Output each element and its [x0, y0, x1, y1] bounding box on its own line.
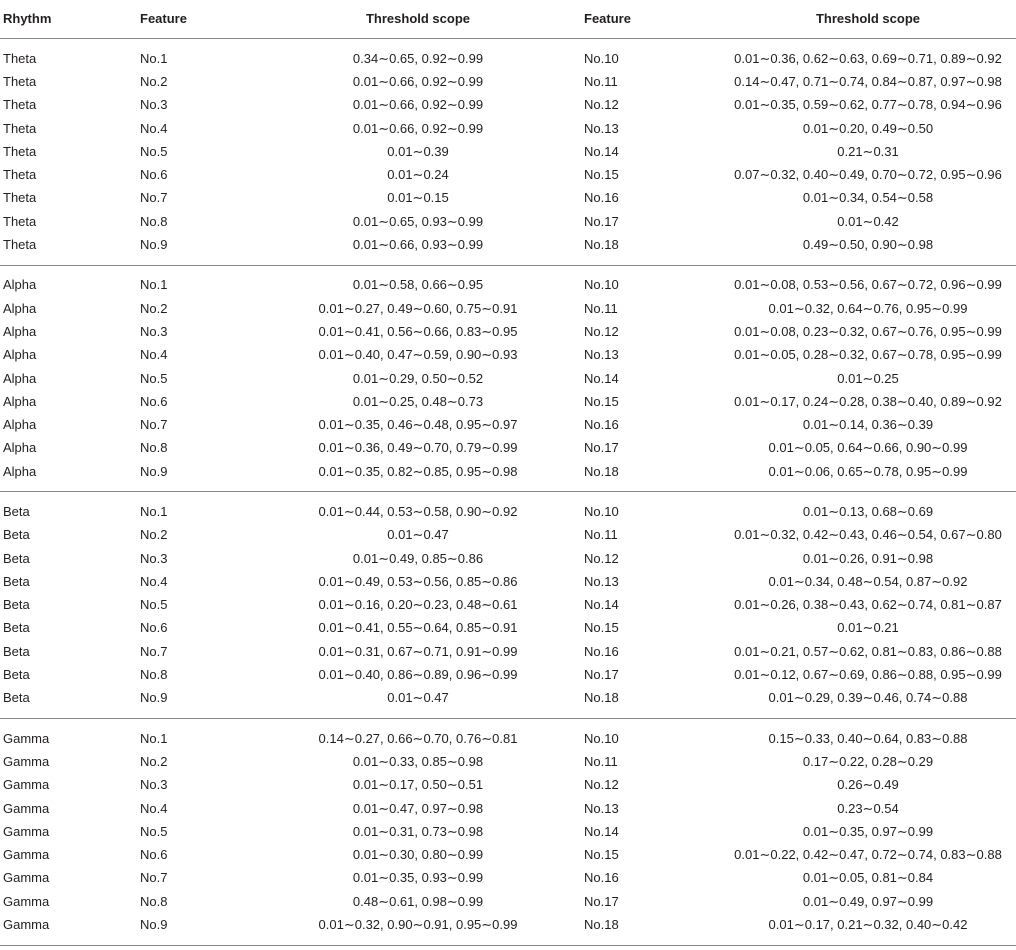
table-row [0, 39, 1016, 71]
feature-cell: No.9 [140, 917, 168, 933]
threshold-scope-cell: 0.01∼0.66, 0.92∼0.99 [352, 73, 484, 89]
threshold-scope-cell-2: 0.01∼0.21 [837, 620, 899, 636]
feature-cell: No.7 [140, 643, 168, 659]
feature-cell: No.2 [140, 73, 168, 89]
threshold-scope-cell-2: 0.01∼0.05, 0.28∼0.32, 0.67∼0.78, 0.95∼0.99 [734, 347, 1002, 363]
feature-cell-2: No.13 [584, 800, 619, 816]
feature-cell-2: No.14 [584, 143, 619, 159]
rhythm-cell: Alpha [3, 393, 37, 409]
threshold-scope-cell: 0.01∼0.58, 0.66∼0.95 [352, 277, 484, 293]
feature-cell-2: No.10 [584, 277, 619, 293]
threshold-scope-cell: 0.01∼0.30, 0.80∼0.99 [352, 847, 484, 863]
threshold-scope-cell: 0.01∼0.32, 0.90∼0.91, 0.95∼0.99 [318, 917, 518, 933]
rhythm-cell: Beta [3, 690, 30, 706]
table-row [0, 797, 1016, 820]
table-row [0, 70, 1016, 93]
threshold-scope-cell-2: 0.01∼0.17, 0.24∼0.28, 0.38∼0.40, 0.89∼0.92 [734, 393, 1002, 409]
feature-cell: No.6 [140, 620, 168, 636]
threshold-scope-cell: 0.01∼0.31, 0.67∼0.71, 0.91∼0.99 [318, 643, 518, 659]
rhythm-cell: Alpha [3, 463, 37, 479]
feature-cell-2: No.11 [584, 753, 618, 769]
feature-cell: No.8 [140, 440, 168, 456]
table-row [0, 547, 1016, 570]
threshold-scope-cell-2: 0.01∼0.22, 0.42∼0.47, 0.72∼0.74, 0.83∼0.88 [734, 847, 1002, 863]
threshold-scope-cell: 0.01∼0.47 [387, 690, 449, 706]
feature-cell: No.7 [140, 417, 168, 433]
threshold-scope-cell-2: 0.01∼0.35, 0.59∼0.62, 0.77∼0.78, 0.94∼0.96 [734, 97, 1002, 113]
feature-cell-2: No.10 [584, 503, 619, 519]
threshold-scope-cell: 0.48∼0.61, 0.98∼0.99 [352, 893, 484, 909]
feature-cell-2: No.12 [584, 550, 619, 566]
threshold-scope-cell-2: 0.01∼0.34, 0.48∼0.54, 0.87∼0.92 [768, 573, 968, 589]
feature-cell: No.9 [140, 463, 168, 479]
rhythm-group-beta [0, 492, 1016, 719]
feature-cell-2: No.15 [584, 847, 619, 863]
rhythm-cell: Beta [3, 643, 30, 659]
threshold-scope-cell-2: 0.01∼0.25 [837, 370, 899, 386]
rhythm-cell: Theta [3, 73, 37, 89]
rhythm-cell: Alpha [3, 300, 37, 316]
threshold-scope-cell: 0.01∼0.66, 0.92∼0.99 [352, 120, 484, 136]
feature-cell: No.4 [140, 120, 168, 136]
threshold-scope-cell-2: 0.15∼0.33, 0.40∼0.64, 0.83∼0.88 [768, 730, 968, 746]
header-feature: Feature [140, 0, 252, 39]
threshold-scope-cell: 0.34∼0.65, 0.92∼0.99 [352, 50, 484, 66]
threshold-scope-cell: 0.01∼0.24 [387, 167, 449, 183]
threshold-scope-cell-2: 0.01∼0.12, 0.67∼0.69, 0.86∼0.88, 0.95∼0.99 [734, 667, 1002, 683]
feature-cell-2: No.11 [584, 73, 618, 89]
feature-cell: No.2 [140, 527, 168, 543]
rhythm-cell: Gamma [3, 730, 50, 746]
feature-cell-2: No.17 [584, 667, 619, 683]
table-row [0, 344, 1016, 367]
feature-cell-2: No.14 [584, 823, 619, 839]
threshold-scope-cell-2: 0.01∼0.49, 0.97∼0.99 [802, 893, 934, 909]
table-row [0, 640, 1016, 663]
threshold-scope-cell: 0.01∼0.49, 0.53∼0.56, 0.85∼0.86 [318, 573, 518, 589]
rhythm-cell: Theta [3, 143, 37, 159]
feature-cell-2: No.12 [584, 323, 619, 339]
table-row [0, 117, 1016, 140]
feature-cell: No.8 [140, 893, 168, 909]
header-row [0, 0, 1016, 39]
feature-cell-2: No.18 [584, 917, 619, 933]
threshold-scope-cell: 0.01∼0.35, 0.46∼0.48, 0.95∼0.97 [318, 417, 518, 433]
feature-cell-2: No.11 [584, 527, 618, 543]
threshold-scope-cell: 0.01∼0.16, 0.20∼0.23, 0.48∼0.61 [318, 597, 518, 613]
feature-cell: No.1 [140, 50, 168, 66]
table-row [0, 390, 1016, 413]
feature-cell: No.1 [140, 730, 168, 746]
threshold-scope-cell: 0.01∼0.40, 0.47∼0.59, 0.90∼0.93 [318, 347, 518, 363]
threshold-scope-cell: 0.01∼0.29, 0.50∼0.52 [352, 370, 484, 386]
rhythm-cell: Gamma [3, 777, 50, 793]
table-row [0, 297, 1016, 320]
rhythm-group-gamma [0, 719, 1016, 946]
table-row [0, 94, 1016, 117]
table-header [0, 0, 1016, 39]
table-row [0, 187, 1016, 210]
table-row [0, 210, 1016, 233]
threshold-scope-cell: 0.01∼0.25, 0.48∼0.73 [352, 393, 484, 409]
table-row [0, 367, 1016, 390]
rhythm-cell: Alpha [3, 323, 37, 339]
threshold-scope-cell-2: 0.01∼0.14, 0.36∼0.39 [802, 417, 934, 433]
rhythm-cell: Gamma [3, 847, 50, 863]
table-row [0, 233, 1016, 265]
feature-cell-2: No.16 [584, 870, 619, 886]
table-row [0, 663, 1016, 686]
threshold-scope-cell-2: 0.01∼0.32, 0.64∼0.76, 0.95∼0.99 [768, 300, 968, 316]
threshold-scope-cell-2: 0.01∼0.36, 0.62∼0.63, 0.69∼0.71, 0.89∼0.92 [734, 50, 1002, 66]
threshold-scope-cell-2: 0.01∼0.34, 0.54∼0.58 [802, 190, 934, 206]
threshold-scope-cell: 0.01∼0.41, 0.55∼0.64, 0.85∼0.91 [318, 620, 518, 636]
feature-cell: No.6 [140, 847, 168, 863]
rhythm-group-theta [0, 39, 1016, 266]
feature-cell-2: No.11 [584, 300, 618, 316]
rhythm-cell: Beta [3, 667, 30, 683]
threshold-scope-cell: 0.01∼0.65, 0.93∼0.99 [352, 213, 484, 229]
rhythm-cell: Gamma [3, 893, 50, 909]
feature-cell-2: No.15 [584, 393, 619, 409]
table-row [0, 890, 1016, 913]
rhythm-cell: Alpha [3, 347, 37, 363]
table-row [0, 913, 1016, 945]
rhythm-cell: Gamma [3, 800, 50, 816]
feature-cell: No.3 [140, 323, 168, 339]
feature-cell-2: No.15 [584, 620, 619, 636]
rhythm-cell: Gamma [3, 870, 50, 886]
table-row [0, 844, 1016, 867]
rhythm-group-alpha [0, 265, 1016, 492]
threshold-scope-cell-2: 0.14∼0.47, 0.71∼0.74, 0.84∼0.87, 0.97∼0.98 [734, 73, 1002, 89]
feature-cell-2: No.14 [584, 370, 619, 386]
threshold-scope-cell-2: 0.01∼0.17, 0.21∼0.32, 0.40∼0.42 [768, 917, 968, 933]
feature-cell-2: No.13 [584, 573, 619, 589]
table-row [0, 265, 1016, 297]
rhythm-cell: Beta [3, 597, 30, 613]
rhythm-cell: Beta [3, 573, 30, 589]
table-row [0, 617, 1016, 640]
table-row [0, 320, 1016, 343]
table-row [0, 413, 1016, 436]
feature-cell: No.7 [140, 190, 168, 206]
threshold-scope-cell: 0.01∼0.31, 0.73∼0.98 [352, 823, 484, 839]
feature-cell: No.9 [140, 690, 168, 706]
threshold-scope-cell-2: 0.01∼0.08, 0.23∼0.32, 0.67∼0.76, 0.95∼0.99 [734, 323, 1002, 339]
feature-cell-2: No.16 [584, 643, 619, 659]
table-row [0, 570, 1016, 593]
header-threshold-scope-2: Threshold scope [720, 0, 1016, 39]
rhythm-cell: Theta [3, 213, 37, 229]
feature-cell-2: No.17 [584, 213, 619, 229]
feature-cell-2: No.17 [584, 893, 619, 909]
table-row [0, 594, 1016, 617]
threshold-scope-cell: 0.01∼0.40, 0.86∼0.89, 0.96∼0.99 [318, 667, 518, 683]
threshold-scope-cell: 0.01∼0.35, 0.82∼0.85, 0.95∼0.98 [318, 463, 518, 479]
rhythm-cell: Gamma [3, 823, 50, 839]
threshold-scope-cell-2: 0.07∼0.32, 0.40∼0.49, 0.70∼0.72, 0.95∼0.96 [734, 167, 1002, 183]
feature-cell: No.4 [140, 800, 168, 816]
threshold-scope-cell-2: 0.01∼0.05, 0.81∼0.84 [802, 870, 934, 886]
threshold-scope-cell: 0.01∼0.35, 0.93∼0.99 [352, 870, 484, 886]
threshold-scope-cell: 0.01∼0.27, 0.49∼0.60, 0.75∼0.91 [318, 300, 518, 316]
table-row [0, 524, 1016, 547]
table-row [0, 867, 1016, 890]
feature-cell-2: No.10 [584, 50, 619, 66]
table-row [0, 687, 1016, 719]
threshold-scope-cell: 0.01∼0.39 [387, 143, 449, 159]
threshold-scope-cell-2: 0.01∼0.13, 0.68∼0.69 [802, 503, 934, 519]
feature-cell: No.6 [140, 167, 168, 183]
header-threshold-scope: Threshold scope [252, 0, 584, 39]
threshold-scope-cell-2: 0.01∼0.32, 0.42∼0.43, 0.46∼0.54, 0.67∼0.80 [734, 527, 1002, 543]
rhythm-cell: Alpha [3, 440, 37, 456]
feature-cell-2: No.16 [584, 417, 619, 433]
threshold-scope-cell-2: 0.01∼0.08, 0.53∼0.56, 0.67∼0.72, 0.96∼0.99 [734, 277, 1002, 293]
feature-cell: No.5 [140, 370, 168, 386]
threshold-scope-cell: 0.01∼0.41, 0.56∼0.66, 0.83∼0.95 [318, 323, 518, 339]
feature-cell-2: No.17 [584, 440, 619, 456]
table-row [0, 820, 1016, 843]
rhythm-cell: Beta [3, 550, 30, 566]
rhythm-cell: Theta [3, 167, 37, 183]
feature-cell: No.1 [140, 503, 168, 519]
rhythm-cell: Theta [3, 237, 37, 253]
threshold-scope-cell-2: 0.26∼0.49 [837, 777, 899, 793]
table-row [0, 774, 1016, 797]
threshold-scope-cell-2: 0.01∼0.42 [837, 213, 899, 229]
feature-cell-2: No.13 [584, 120, 619, 136]
feature-cell: No.3 [140, 97, 168, 113]
feature-cell-2: No.10 [584, 730, 619, 746]
rhythm-cell: Gamma [3, 753, 50, 769]
feature-cell-2: No.16 [584, 190, 619, 206]
rhythm-cell: Beta [3, 503, 30, 519]
feature-cell: No.6 [140, 393, 168, 409]
threshold-scope-cell-2: 0.17∼0.22, 0.28∼0.29 [802, 753, 934, 769]
table-row [0, 460, 1016, 492]
threshold-scope-cell-2: 0.49∼0.50, 0.90∼0.98 [802, 237, 934, 253]
threshold-scope-cell-2: 0.01∼0.06, 0.65∼0.78, 0.95∼0.99 [768, 463, 968, 479]
feature-cell: No.7 [140, 870, 168, 886]
threshold-scope-cell-2: 0.01∼0.35, 0.97∼0.99 [802, 823, 934, 839]
threshold-scope-cell: 0.01∼0.15 [387, 190, 449, 206]
table-row [0, 163, 1016, 186]
feature-cell: No.5 [140, 597, 168, 613]
feature-cell-2: No.15 [584, 167, 619, 183]
rhythm-cell: Alpha [3, 277, 37, 293]
feature-cell: No.3 [140, 550, 168, 566]
feature-cell: No.1 [140, 277, 168, 293]
feature-cell: No.5 [140, 823, 168, 839]
table-row [0, 719, 1016, 751]
feature-cell-2: No.18 [584, 463, 619, 479]
rhythm-cell: Alpha [3, 370, 37, 386]
feature-cell-2: No.12 [584, 97, 619, 113]
threshold-scope-cell-2: 0.21∼0.31 [837, 143, 899, 159]
threshold-scope-cell-2: 0.23∼0.54 [837, 800, 899, 816]
feature-cell-2: No.14 [584, 597, 619, 613]
threshold-scope-cell-2: 0.01∼0.29, 0.39∼0.46, 0.74∼0.88 [768, 690, 968, 706]
threshold-scope-cell-2: 0.01∼0.26, 0.38∼0.43, 0.62∼0.74, 0.81∼0.87 [734, 597, 1002, 613]
feature-cell-2: No.12 [584, 777, 619, 793]
threshold-scope-cell: 0.01∼0.44, 0.53∼0.58, 0.90∼0.92 [318, 503, 518, 519]
threshold-scope-cell: 0.01∼0.49, 0.85∼0.86 [352, 550, 484, 566]
threshold-scope-cell-2: 0.01∼0.21, 0.57∼0.62, 0.81∼0.83, 0.86∼0.88 [734, 643, 1002, 659]
feature-cell: No.2 [140, 753, 168, 769]
header-rhythm: Rhythm [0, 0, 140, 39]
feature-cell-2: No.18 [584, 237, 619, 253]
threshold-scope-cell-2: 0.01∼0.20, 0.49∼0.50 [802, 120, 934, 136]
threshold-scope-cell: 0.01∼0.66, 0.92∼0.99 [352, 97, 484, 113]
feature-cell: No.2 [140, 300, 168, 316]
header-feature-2: Feature [584, 0, 720, 39]
rhythm-cell: Theta [3, 97, 37, 113]
feature-cell: No.4 [140, 347, 168, 363]
threshold-scope-cell-2: 0.01∼0.26, 0.91∼0.98 [802, 550, 934, 566]
threshold-scope-cell: 0.01∼0.33, 0.85∼0.98 [352, 753, 484, 769]
rhythm-cell: Alpha [3, 417, 37, 433]
threshold-scope-cell: 0.01∼0.66, 0.93∼0.99 [352, 237, 484, 253]
threshold-scope-cell: 0.01∼0.17, 0.50∼0.51 [352, 777, 484, 793]
rhythm-cell: Beta [3, 527, 30, 543]
feature-cell: No.4 [140, 573, 168, 589]
threshold-scope-cell: 0.14∼0.27, 0.66∼0.70, 0.76∼0.81 [318, 730, 518, 746]
feature-cell: No.8 [140, 213, 168, 229]
feature-cell-2: No.13 [584, 347, 619, 363]
rhythm-cell: Gamma [3, 917, 50, 933]
table-row [0, 437, 1016, 460]
rhythm-cell: Beta [3, 620, 30, 636]
threshold-scope-cell: 0.01∼0.47, 0.97∼0.98 [352, 800, 484, 816]
feature-cell: No.3 [140, 777, 168, 793]
feature-cell: No.8 [140, 667, 168, 683]
rhythm-cell: Theta [3, 190, 37, 206]
feature-cell-2: No.18 [584, 690, 619, 706]
feature-cell: No.5 [140, 143, 168, 159]
rhythm-cell: Theta [3, 120, 37, 136]
threshold-scope-cell: 0.01∼0.47 [387, 527, 449, 543]
table-row [0, 140, 1016, 163]
threshold-scope-cell: 0.01∼0.36, 0.49∼0.70, 0.79∼0.99 [318, 440, 518, 456]
threshold-scope-cell-2: 0.01∼0.05, 0.64∼0.66, 0.90∼0.99 [768, 440, 968, 456]
table-row [0, 750, 1016, 773]
feature-cell: No.9 [140, 237, 168, 253]
rhythm-cell: Theta [3, 50, 37, 66]
table-row [0, 492, 1016, 524]
